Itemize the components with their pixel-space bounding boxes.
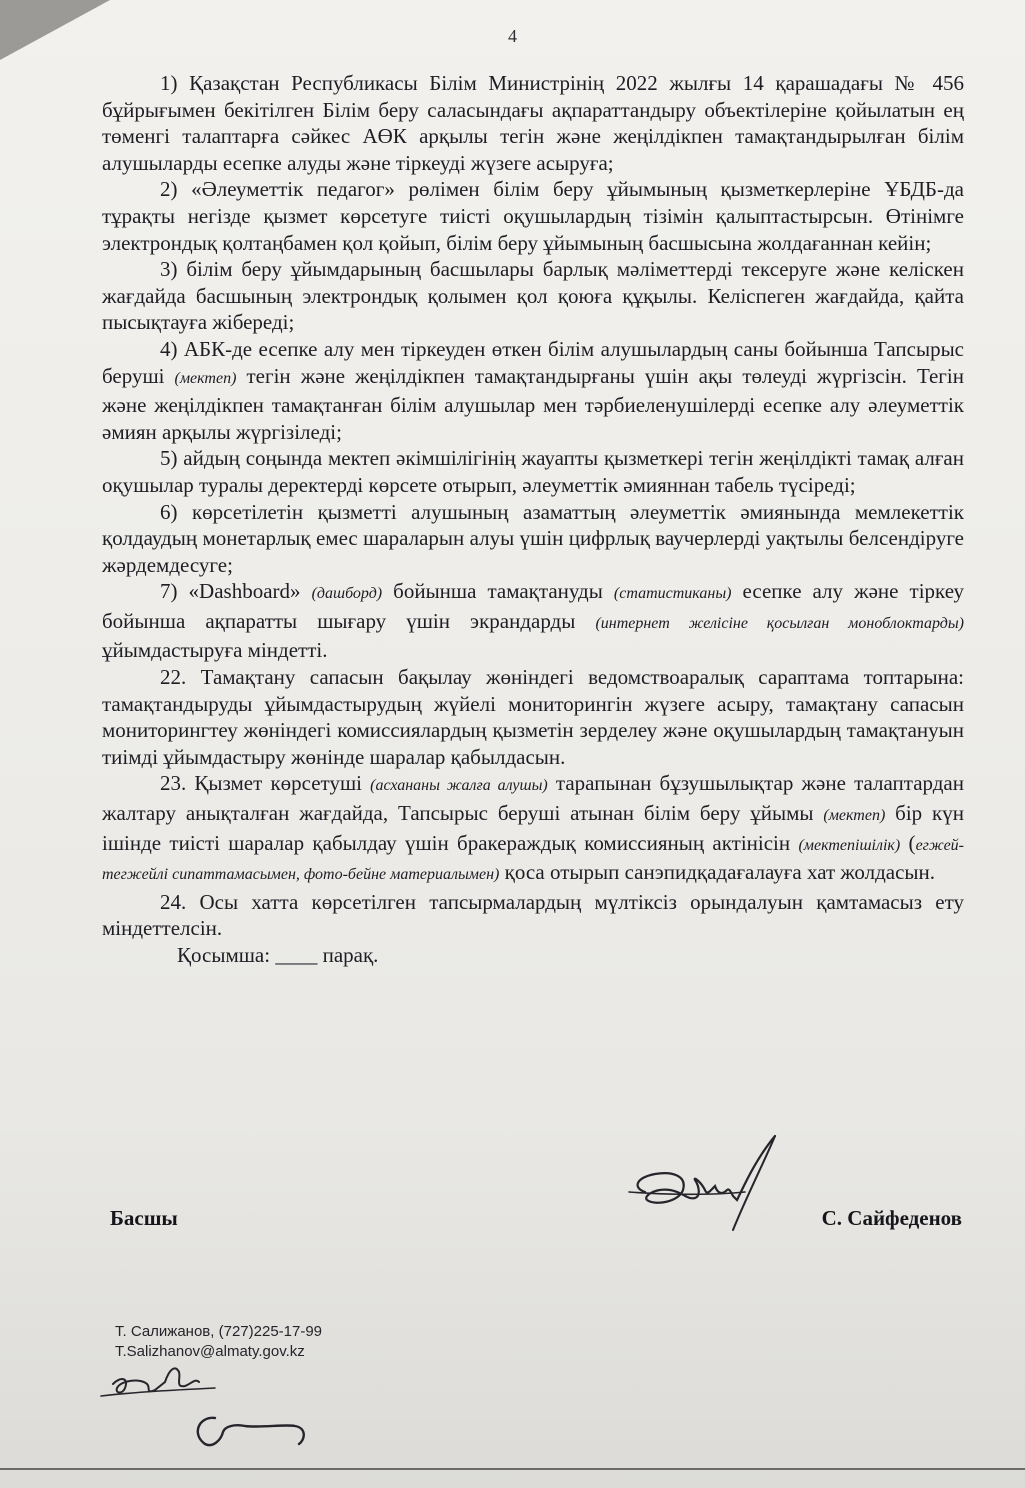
paragraph-item-3 [102, 256, 964, 336]
paragraph-text: бойынша тамақтануды [382, 579, 614, 604]
paragraph-item-5 [102, 445, 964, 498]
paragraph-item-6 [102, 499, 964, 579]
executor-name-phone: Т. Салижанов, (727)225-17-99 [115, 1323, 323, 1340]
page-number: 4 [508, 26, 517, 46]
paragraph-text: 7) «Dashboard» [160, 579, 312, 604]
paragraph-item-23 [102, 770, 964, 888]
paragraph-item-22 [102, 664, 964, 770]
paragraph-text: есепке алу және тіркеу бойынша ақпаратты шығару үшін экрандарды [102, 579, 965, 633]
paragraph-text: 24. Осы хатта көрсетілген тапсырмалардың мүлтіксіз орындалуын қамтамасыз ету міндеттелсін. [102, 889, 964, 941]
italic-note: (мектеп) [174, 369, 237, 387]
paragraph-text: 5) айдың соңында мектеп әкімшілігінің жауапты қызметкері тегін жеңілдікті тамақ алған оқушылар туралы деректерді көрсете отырып, әлеуметтік әмияннан табель түсіреді; [102, 446, 964, 497]
paragraph-item-7 [102, 578, 964, 664]
italic-note: (дашборд) [311, 585, 383, 603]
italic-note: (мектеп) [823, 807, 886, 825]
paragraph-text: 4) АБК-де есепке алу мен тіркеуден өткен білім алушылардың саны бойынша Тапсырыс беруші [102, 336, 964, 388]
paragraph-text: тегін және жеңілдікпен тамақтандырғаны үшін ақы төлеуді жүргізсін. Тегін және жеңілдікпен тамақтанған білім алушылар мен тәрбиеленушілерді есепке алу әлеуметтік әмиян арқылы жүргізіледі; [102, 363, 964, 444]
letter-body [102, 70, 964, 969]
paragraph-text: 3) білім беру ұйымдарының басшылары барлық мәліметтерді тексеруге және келіскен жағдайда басшының электрондық қолымен қол қоюға құқылы. Келіспеген жағдайда, қайта пысықтауға жібереді; [102, 257, 964, 335]
paragraph-text: 1) Қазақстан Республикасы Білім Министрінің 2022 жылғы 14 қарашадағы № 456 бұйрығымен бекітілген Білім беру саласындағы ақпараттандыру объектілеріне қойылатын ең төменгі талаптарға сәйкес АӨК арқылы тегін және жеңілдікпен тамақтандырылған білім алушыларды есепке алуды және тіркеуді жүзеге асыруға; [102, 71, 964, 175]
bottom-rule [0, 1468, 1025, 1470]
italic-note: (асхананы жалға алушы) [370, 777, 548, 795]
paragraph-item-24 [102, 889, 964, 942]
paragraph-text: 22. Тамақтану сапасын бақылау жөніндегі ведомствоаралық сараптама топтарына: тамақтандыруды ұйымдастырудың жүйелі мониторингін жүзеге асыру, тамақтану сапасын мониторингтеу жөніндегі комиссиялардың қызметін зерделеу және оқушылардың тамақтануын тиімді ұйымдастыру жөнінде шаралар қабылдасын. [102, 665, 964, 769]
paragraph-text: тарапынан бұзушылықтар және талаптардан жалтару анықталған жағдайда, Тапсырыс беруші атынан білім беру ұйымы [102, 771, 964, 826]
paragraph-text: 2) «Әлеуметтік педагог» рөлімен білім беру ұйымының қызметкерлеріне ҰБДБ-да тұрақты негізде қызмет көрсетуге тиісті оқушылардың тізімін қалыптастырсын. Өтінімге электрондық қолтаңбамен қол қойып, білім беру ұйымының басшысына жолдағаннан кейін; [102, 177, 964, 255]
paragraph-text: 6) көрсетілетін қызметті алушының азаматтың әлеуметтік әмиянында мемлекеттік қолдаудың монетарлық емес шараларын алуы үшін цифрлық ваучерлерді уақтылы белсендіруге жәрдемдесуге; [102, 499, 964, 577]
paragraph-item-1 [102, 70, 964, 176]
italic-note: (мектепішілік) [798, 836, 901, 854]
signatory-name: С. Сайфеденов [821, 1206, 962, 1230]
signatory-title: Басшы [110, 1206, 178, 1230]
italic-note: (статистиканы) [613, 585, 732, 603]
attachment-note: Қосымша: ____ парақ. [177, 943, 379, 967]
paragraph-item-4 [102, 336, 964, 445]
italic-note: егжей-тегжейлі сипаттамасымен, фото-бейне материалымен) [102, 836, 965, 884]
signature-block [110, 1206, 962, 1236]
paragraph-text: ұйымдастыруға міндетті. [102, 638, 328, 663]
italic-note: (интернет желісіне қосылған моноблоктарды) [595, 614, 964, 632]
executor-contact [115, 1322, 322, 1362]
paragraph-text: бір күн ішінде тиісті шаралар қабылдау үшін бракераждық комиссияның актінісін [102, 801, 964, 855]
executor-email: T.Salizhanov@almaty.gov.kz [115, 1343, 305, 1360]
paragraph-text: ( [900, 830, 916, 855]
executor-signature-icon [95, 1360, 335, 1460]
paragraph-item-2 [102, 176, 964, 256]
paragraph-text: 23. Қызмет көрсетуші [160, 771, 371, 796]
paragraph-text: қоса отырып санэпидқадағалауға хат жолдасын. [499, 860, 936, 885]
